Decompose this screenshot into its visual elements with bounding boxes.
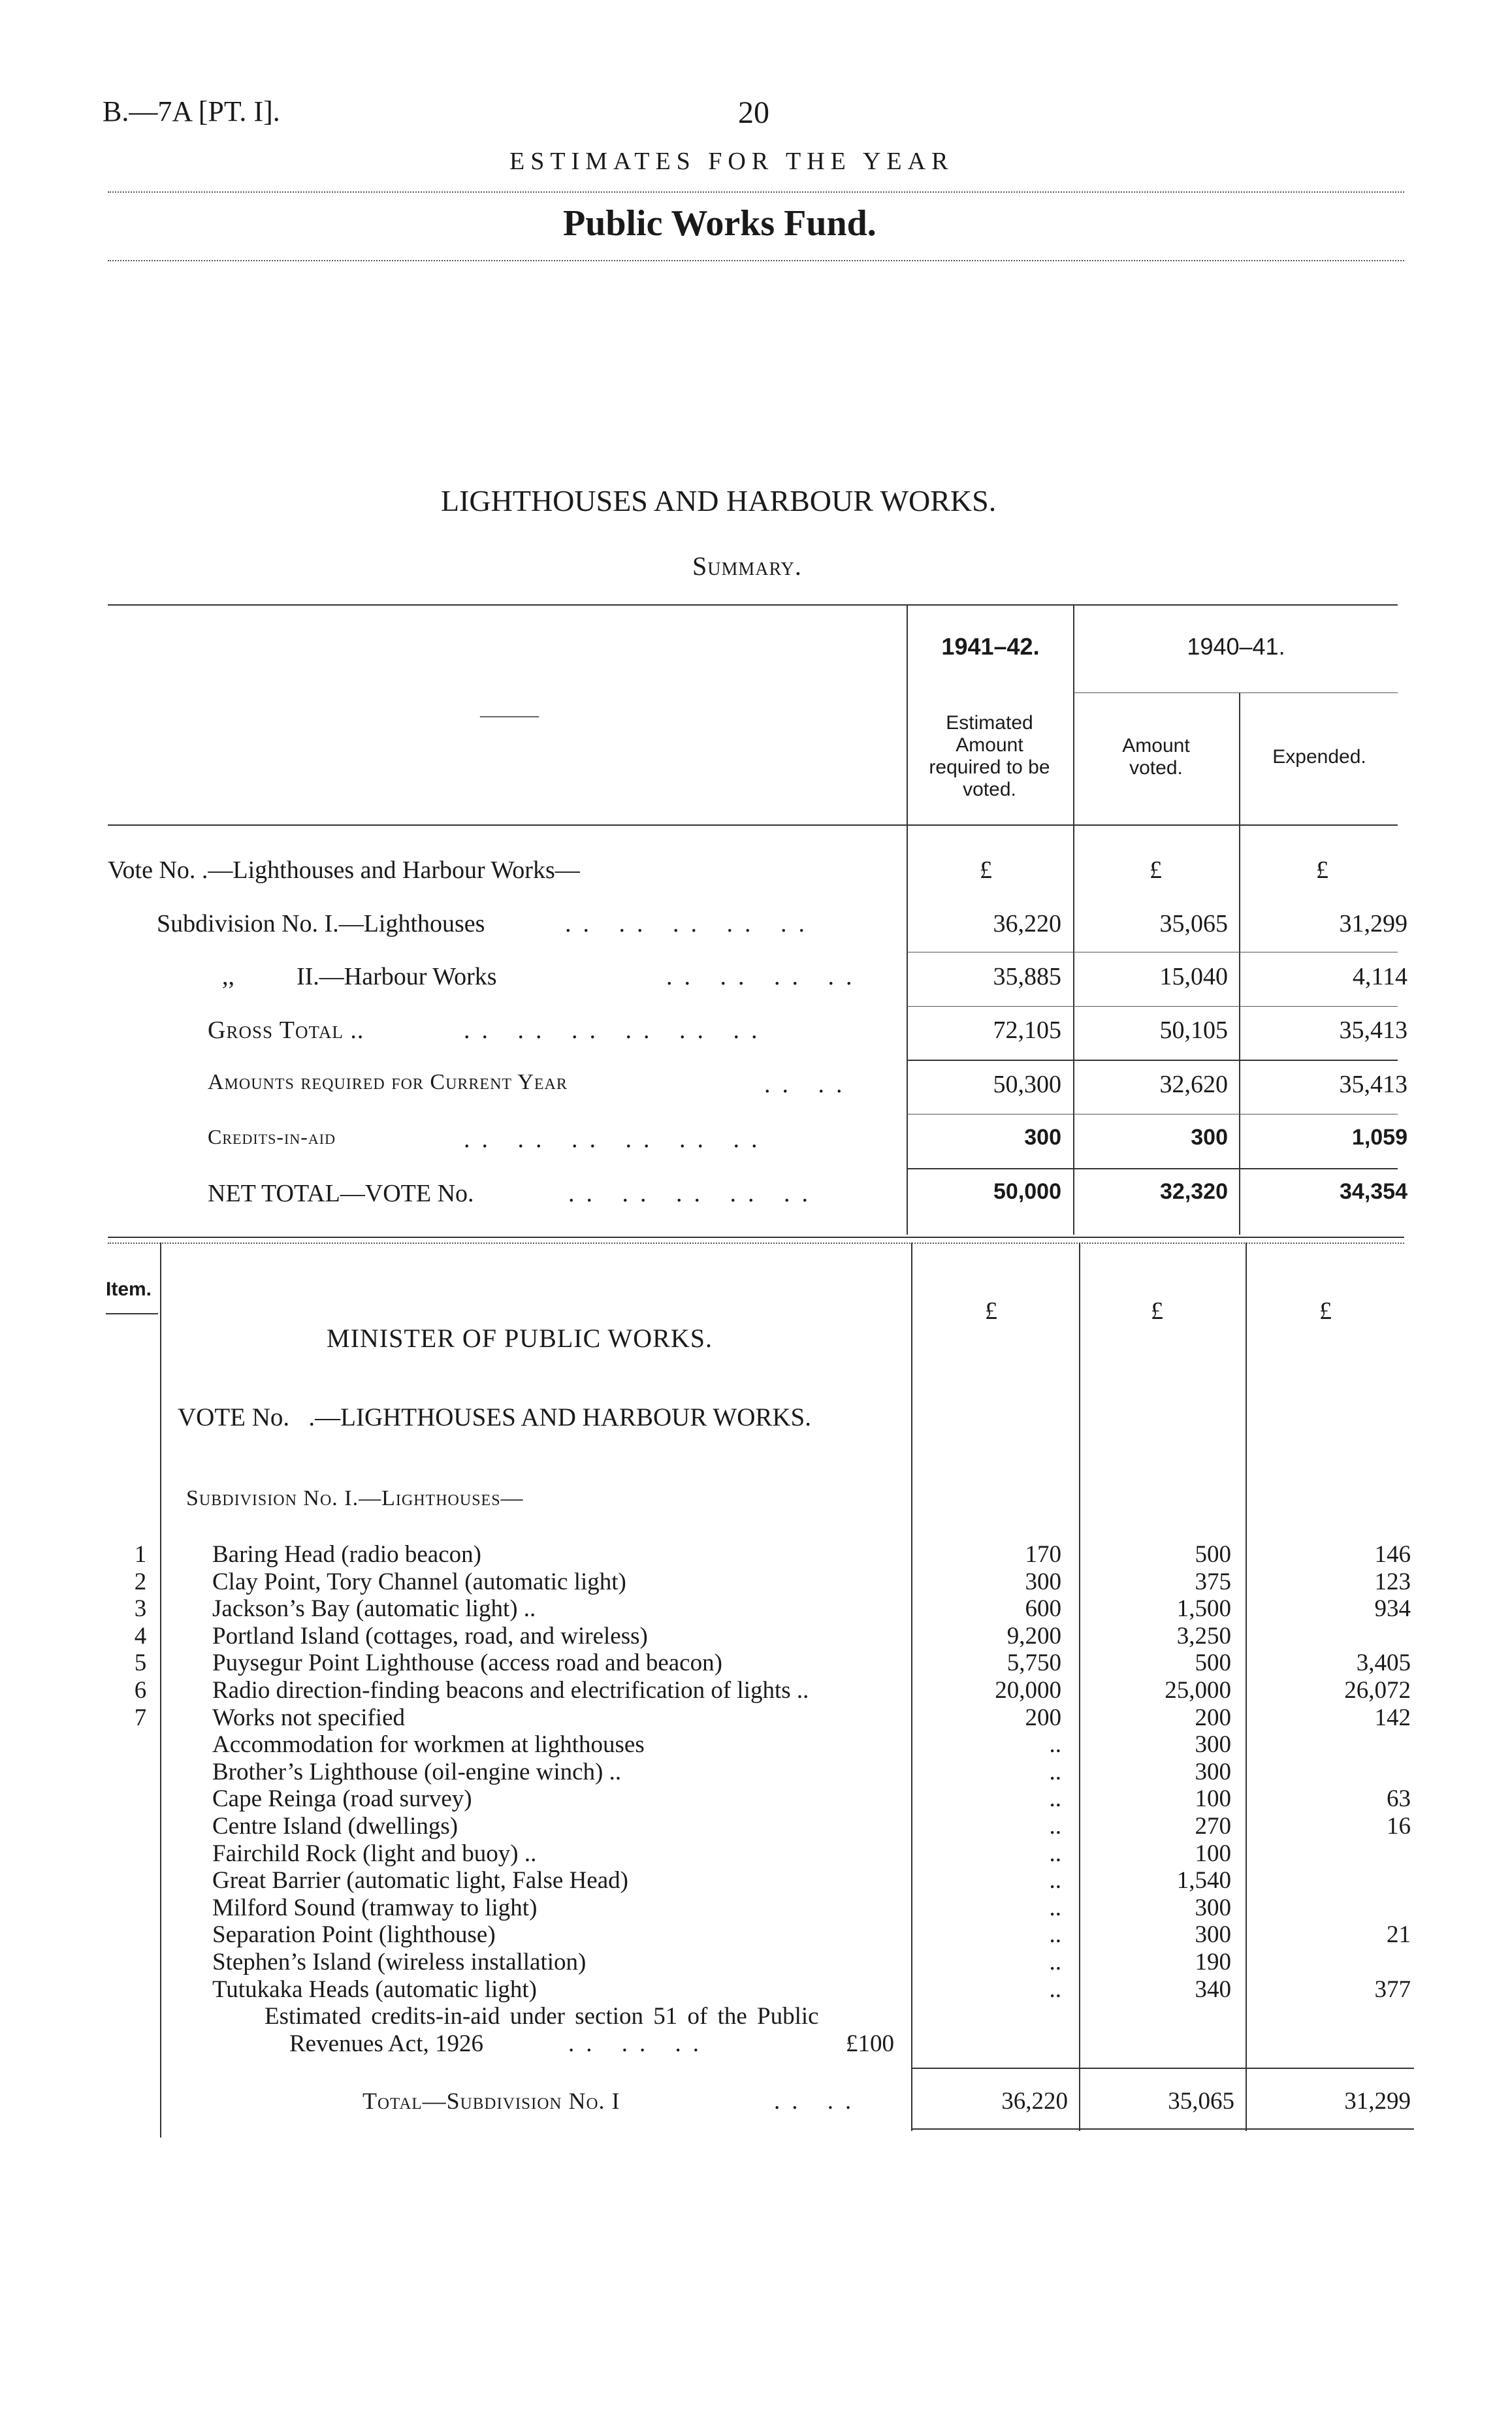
- item-voted-value: 190: [1195, 1949, 1231, 1976]
- currency-symbol-exp: £: [1316, 856, 1328, 884]
- detail-col-sep-2: [1079, 1243, 1080, 2131]
- item-label: Great Barrier (automatic light, False Head): [212, 1867, 628, 1894]
- summary-est-value: 50,300: [993, 1071, 1061, 1098]
- item-label: Portland Island (cottages, road, and wireless): [212, 1623, 648, 1650]
- summary-heading: Summary.: [692, 551, 802, 581]
- item-est-value: ..: [1049, 1921, 1061, 1948]
- leader-dots: .. .. .. .. ..: [565, 910, 816, 937]
- section-title: LIGHTHOUSES AND HARBOUR WORKS.: [441, 484, 997, 517]
- summary-est-value: 72,105: [993, 1016, 1061, 1044]
- item-est-value: 300: [1025, 1569, 1061, 1595]
- page-number: 20: [738, 95, 769, 130]
- year-header-rule: [1073, 692, 1398, 693]
- summary-voted-value: 50,105: [1159, 1016, 1228, 1044]
- summary-exp-value: 35,413: [1339, 1016, 1407, 1044]
- currency-symbol-voted: £: [1150, 856, 1162, 884]
- subdivision-heading: Subdivision No. I.—Lighthouses—: [186, 1486, 524, 1510]
- item-label: Cape Reinga (road survey): [212, 1785, 472, 1812]
- item-number: 4: [134, 1623, 147, 1650]
- item-est-value: ..: [1049, 1976, 1061, 2003]
- summary-row-rule: [907, 1006, 1398, 1007]
- summary-exp-value: 31,299: [1339, 910, 1407, 937]
- item-voted-value: 200: [1195, 1704, 1231, 1731]
- item-voted-value: 300: [1195, 1894, 1231, 1921]
- summary-row-label: Credits-in-aid: [208, 1125, 336, 1148]
- summary-exp-value: 34,354: [1340, 1179, 1407, 1204]
- summary-est-value: 50,000: [993, 1179, 1061, 1204]
- item-est-value: 170: [1025, 1541, 1061, 1568]
- summary-exp-value: 35,413: [1339, 1071, 1407, 1098]
- summary-voted-value: 32,320: [1160, 1179, 1228, 1204]
- leader-dots: .. .. .. .. ..: [568, 1180, 820, 1207]
- item-est-value: ..: [1049, 1894, 1061, 1921]
- summary-voted-value: 300: [1191, 1125, 1228, 1150]
- summary-exp-value: 4,114: [1352, 963, 1407, 990]
- minister-heading: MINISTER OF PUBLIC WORKS.: [327, 1324, 713, 1353]
- item-est-value: ..: [1049, 1813, 1061, 1840]
- item-est-value: 200: [1025, 1704, 1061, 1731]
- item-est-value: ..: [1049, 1759, 1061, 1785]
- item-exp-value: 3,405: [1356, 1650, 1411, 1676]
- summary-est-value: 36,220: [993, 910, 1061, 937]
- summary-bottom-rule: [108, 1237, 1404, 1238]
- summary-row-label: Subdivision No. I.—Lighthouses: [157, 910, 485, 937]
- header-rule-bottom: [108, 260, 1404, 261]
- summary-est-value: 300: [1024, 1125, 1061, 1150]
- detail-currency-voted: £: [1151, 1297, 1163, 1325]
- vote-heading: VOTE No. .—LIGHTHOUSES AND HARBOUR WORKS.: [178, 1403, 811, 1431]
- item-label: Radio direction-finding beacons and electrification of lights ..: [212, 1677, 809, 1704]
- summary-voted-value: 32,620: [1159, 1071, 1228, 1098]
- summary-header-rule: [108, 824, 1398, 826]
- total-est-value: 36,220: [1001, 2088, 1068, 2115]
- item-number: 1: [134, 1541, 147, 1568]
- item-exp-value: 377: [1374, 1976, 1411, 2003]
- summary-col-sep-3: [1239, 692, 1240, 1235]
- document-reference: B.—7A [PT. I].: [103, 95, 280, 127]
- item-est-value: 600: [1025, 1595, 1061, 1622]
- item-number: 3: [134, 1595, 147, 1622]
- leader-dots: .. .. .. .. .. ..: [464, 1016, 769, 1044]
- item-label: Baring Head (radio beacon): [212, 1541, 481, 1568]
- item-number: 7: [134, 1704, 147, 1731]
- item-voted-value: 1,540: [1176, 1867, 1231, 1894]
- leader-dots: .. .. ..: [568, 2030, 711, 2057]
- summary-col-sep-1: [907, 604, 908, 1235]
- item-number: 2: [134, 1569, 147, 1595]
- item-voted-value: 500: [1195, 1541, 1231, 1568]
- item-exp-value: 16: [1387, 1813, 1411, 1840]
- item-exp-value: 123: [1374, 1569, 1411, 1595]
- summary-voted-value: 35,065: [1159, 910, 1228, 937]
- leader-dots: .. ..: [764, 1071, 854, 1098]
- year-current-header: 1941–42.: [941, 633, 1040, 660]
- item-label: Centre Island (dwellings): [212, 1813, 458, 1840]
- estimated-header: Estimated Amount required to be voted.: [929, 712, 1050, 800]
- item-header-rule: [106, 1313, 158, 1314]
- item-voted-value: 300: [1195, 1731, 1231, 1758]
- item-label: Jackson’s Bay (automatic light) ..: [212, 1595, 536, 1622]
- leader-dots: .. .. .. ..: [666, 963, 864, 990]
- item-label: Fairchild Rock (light and buoy) ..: [212, 1840, 537, 1867]
- item-label: Puysegur Point Lighthouse (access road and beacon): [212, 1650, 722, 1676]
- item-label: Milford Sound (tramway to light): [212, 1894, 538, 1921]
- item-voted-value: 100: [1195, 1840, 1231, 1867]
- item-col-sep: [160, 1243, 161, 2138]
- label-column-dash: ———: [480, 704, 539, 726]
- summary-row-rule: [907, 1060, 1398, 1061]
- header-rule-top: [108, 191, 1404, 193]
- item-est-value: ..: [1049, 1785, 1061, 1812]
- item-voted-value: 375: [1195, 1569, 1231, 1595]
- detail-currency-exp: £: [1319, 1297, 1332, 1325]
- item-est-value: 5,750: [1006, 1650, 1061, 1676]
- item-exp-value: 63: [1387, 1785, 1411, 1812]
- summary-top-rule: [108, 604, 1398, 606]
- item-exp-value: 26,072: [1344, 1677, 1411, 1704]
- item-est-value: ..: [1049, 1840, 1061, 1867]
- item-label: Accommodation for workmen at lighthouses: [212, 1731, 645, 1758]
- item-voted-value: 500: [1195, 1650, 1231, 1676]
- item-exp-value: 934: [1374, 1595, 1411, 1622]
- item-est-value: 20,000: [995, 1677, 1061, 1704]
- credits-note-line-1: Estimated credits-in-aid under section 51 of the Public: [265, 2003, 819, 2030]
- summary-row-rule: [907, 1168, 1398, 1169]
- total-top-rule: [911, 2068, 1414, 2069]
- detail-col-sep-1: [911, 1243, 912, 2131]
- subdivision-total-label: Total—Subdivision No. I: [362, 2088, 620, 2114]
- item-exp-value: 142: [1374, 1704, 1411, 1731]
- item-label: Tutukaka Heads (automatic light): [212, 1976, 538, 2003]
- item-number: 5: [134, 1650, 147, 1676]
- summary-row-label: Amounts required for Current Year: [208, 1070, 568, 1094]
- summary-row-label: NET TOTAL—VOTE No.: [208, 1180, 474, 1207]
- leader-dots: .. .. .. .. .. ..: [464, 1126, 769, 1153]
- year-prior-header: 1940–41.: [1187, 633, 1285, 660]
- item-voted-value: 25,000: [1165, 1677, 1231, 1704]
- item-voted-value: 100: [1195, 1785, 1231, 1812]
- item-label: Clay Point, Tory Channel (automatic light): [212, 1569, 626, 1595]
- item-est-value: 9,200: [1006, 1623, 1061, 1650]
- item-exp-value: 21: [1387, 1921, 1411, 1948]
- item-est-value: ..: [1049, 1949, 1061, 1976]
- summary-bottom-rule-2: [108, 1243, 1404, 1244]
- item-voted-value: 270: [1195, 1813, 1231, 1840]
- item-voted-value: 300: [1195, 1921, 1231, 1948]
- summary-exp-value: 1,059: [1351, 1125, 1407, 1150]
- item-column-header: Item.: [106, 1278, 152, 1300]
- estimates-subtitle: ESTIMATES FOR THE YEAR: [509, 148, 954, 175]
- total-exp-value: 31,299: [1344, 2088, 1411, 2115]
- item-est-value: ..: [1049, 1867, 1061, 1894]
- credits-note-amount: £100: [846, 2030, 894, 2057]
- summary-est-value: 35,885: [993, 963, 1061, 990]
- fund-title: Public Works Fund.: [563, 203, 877, 244]
- detail-currency-est: £: [985, 1297, 997, 1325]
- leader-dots: .. ..: [774, 2088, 863, 2115]
- summary-col-sep-2: [1073, 604, 1074, 1235]
- item-label: Stephen’s Island (wireless installation): [212, 1949, 587, 1976]
- total-bottom-rule: [911, 2128, 1414, 2130]
- item-number: 6: [134, 1677, 147, 1704]
- item-voted-value: 1,500: [1176, 1595, 1231, 1622]
- currency-symbol-est: £: [980, 856, 992, 884]
- item-voted-value: 3,250: [1176, 1623, 1231, 1650]
- summary-row-label: Gross Total ..: [208, 1016, 364, 1044]
- summary-vote-line: Vote No. .—Lighthouses and Harbour Works—: [108, 856, 580, 884]
- expended-header: Expended.: [1272, 746, 1366, 768]
- item-est-value: ..: [1049, 1731, 1061, 1758]
- item-voted-value: 340: [1195, 1976, 1231, 2003]
- total-voted-value: 35,065: [1168, 2088, 1234, 2115]
- credits-note-line-2: Revenues Act, 1926: [289, 2030, 483, 2057]
- detail-col-sep-3: [1246, 1243, 1247, 2131]
- item-label: Brother’s Lighthouse (oil-engine winch) ..: [212, 1759, 622, 1785]
- item-voted-value: 300: [1195, 1759, 1231, 1785]
- summary-row-label: ,, II.—Harbour Works: [222, 963, 497, 990]
- voted-header: Amount voted.: [1122, 735, 1190, 779]
- item-label: Separation Point (lighthouse): [212, 1921, 496, 1948]
- item-label: Works not specified: [212, 1704, 406, 1731]
- item-exp-value: 146: [1374, 1541, 1411, 1568]
- summary-voted-value: 15,040: [1159, 963, 1228, 990]
